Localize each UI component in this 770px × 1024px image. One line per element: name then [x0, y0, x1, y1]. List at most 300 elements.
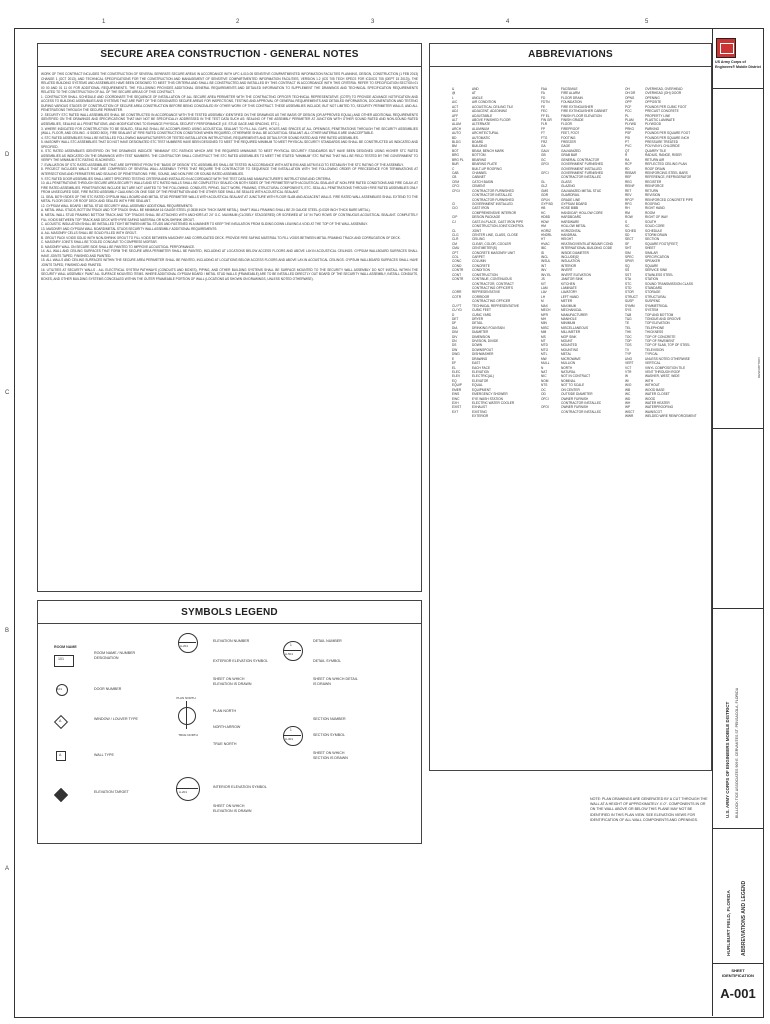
room-name-description: ROOM NAME / NUMBER DESIGNATION	[94, 651, 136, 660]
abbreviation-term: WSCT	[625, 409, 635, 414]
abbreviation-meaning: WELDED WIRE REINFORCEMENT	[645, 414, 697, 419]
abbreviation-meaning: INVERT	[561, 268, 573, 273]
note-paragraph: 2. SECURITY STC RATED WALL ASSEMBLIES SHALL BE CONSTRUCTED IN ACCORDANCE WITH THE TESTED ASSEMBLY IDENTIFIED ON THE DRAWINGS AS THE BASIS OF DESIGN (OR APPROVED EQUAL) AND OTHER ADDITIONAL REQUIREMENTS IDENTIFIED ON THE DRAWINGS AND SPECIFICATIONS THAT MAY NOT BE SPECIFICALLY ADDRESSED IN THE TEST DATA SUCH AS: SEALING OF THE ASSEMBLY PERIMETER AT JUNCTION WITH OTHER SOUND RATED AND NON-SOUND RATED ASSEMBLIES, SEALING ALL PENETRATIONS, AND MODIFICATIONS TO ENHANCE PHYSICAL SECURITY PERFORMANCE (I.E. STUD GAGE AND SPACING, ETC.).	[41, 112, 418, 127]
abbreviation-meaning: MOP SINK	[561, 334, 577, 339]
abbreviation-term: PVC	[625, 144, 632, 149]
abbreviation-term: CLG	[452, 232, 459, 237]
abbreviation-meaning: FLOOR DRAIN	[561, 95, 583, 100]
note-paragraph: B. GROUT PACK VOIDS SOLID WITH NON-SHRINK GROUT TO FILL VOIDS BETWEEN MASONRY AND CORRUGATED DECK. PROVIDE FIRE SAFING MATERIAL TO FILL VOIDS BETWEEN METAL FRAMING TRACK AND CORRUGATION OF DECK.	[41, 235, 401, 240]
abbreviation-term: INSUL	[541, 259, 551, 264]
abbreviation-meaning: ANGLE	[472, 95, 483, 100]
abbreviation-term: SUSP	[625, 299, 634, 304]
grid-row-b: B	[5, 628, 10, 634]
abbreviation-meaning: JANITOR SINK	[561, 277, 583, 282]
abbreviation-term: MFR	[541, 312, 548, 317]
note-paragraph: 1. CONTRACTOR SHALL SCHEDULE AND COORDINATE THE SEQUENCE OF INSTALLATION OF ALL SECURE AREA PERIMETER WITH THE CONTRACTING OFFICER TECHNICAL REPRESENTATIVE (COTR) TO PROVIDE ADVANCE NOTIFICATION AND ACCESS TO BUILDING ASSEMBLIES AND SYSTEMS THAT ARE PART OF THE DESIGNATED SECURE AREAS FOR INSPECTIONS, TESTING AND APPROVAL OF GENERAL REQUIREMENTS AND DETAILED INFORMATION, DOCUMENTATION AND TESTING DURING VARIOUS STAGES OF CONSTRUCTION OF SECURE AREA CONSTRUCTION BEFORE BEING CONCEALED BY OTHER WORK OF THIS CONTRACT. THESE ASSEMBLIES INCLUDE, BUT NOT LIMITED TO, SECURITY PERIMETER WALLS, AND ALL PENETRATIONS THROUGH THE SECURE PERIMETER.	[41, 94, 418, 113]
abbreviation-term: BM	[452, 144, 457, 149]
abbreviation-meaning: ROOF DRAIN	[645, 166, 666, 171]
abbreviation-meaning: PRECAST CONCRETE	[645, 109, 679, 114]
abbreviation-meaning: WATERPROOFING	[645, 405, 674, 410]
abbreviation-meaning: REGISTER	[645, 179, 662, 184]
abbreviation-term: REG	[625, 179, 632, 184]
abbreviation-term: PLAM	[625, 117, 634, 122]
sheet-number: A-001	[720, 986, 756, 1001]
abbreviation-term: HVAC	[541, 241, 550, 246]
abbreviation-term: T&G	[625, 316, 632, 321]
abbreviation-term: SPEC	[625, 255, 634, 260]
detail-sheet-ref: A-501	[285, 652, 294, 656]
symbols-legend-title: SYMBOLS LEGEND	[181, 607, 278, 618]
plan-north-label: PLAN NORTH	[213, 709, 237, 713]
abbreviation-meaning: NORTH	[561, 365, 573, 370]
abbreviation-meaning: TOP OF PAVEMENT	[645, 339, 675, 344]
abbreviation-meaning: COMPREHENSIVE INTERIOR	[472, 210, 517, 215]
abbreviation-meaning: AIR CONDITION	[472, 100, 497, 105]
abbreviation-meaning: TOP AND BOTTOM	[645, 312, 674, 317]
abbreviation-term: IBC	[541, 246, 547, 251]
abbreviation-term: TE	[625, 321, 630, 326]
abbreviation-meaning: WATER HEATER	[645, 400, 670, 405]
abbreviation-meaning: GOVERNMENT FURNISHED	[561, 171, 604, 176]
abbreviation-term: VTR	[625, 370, 632, 374]
note-paragraph: 5. MASONRY WALL STC ASSEMBLIES THAT DO NOT HAVE DESIGNATED STC TEST NUMBERS HAVE BEEN DESIGNED TO MEET THE REQUIRED MINIMUM TO MEET PHYSICAL SECURITY STANDARDS AND SHALL BE CONSTRUCTED AS INDICATED AND SPECIFIED.	[41, 140, 418, 149]
abbreviation-meaning: CONTRACTOR INSTALLED	[561, 175, 602, 180]
abbreviation-meaning: EAST	[472, 361, 481, 366]
abbreviation-term: HT	[541, 237, 546, 242]
note-paragraph: 11. SEAL BOTH SIDES OF THE STC RATED GYPSUM WALL BOARD AND METAL STUD PERIMETER WALLS WITH ACOUSTICAL SEALANT AT JUNCTURE WITH FLOOR SLAB AND ADJACENT WALLS. FIRE RATED WALL ASSEMBLIES SHALL EXTEND TO THE METAL FLOOR DECK OR ROOF DECK AND SEALED WITH FIRE SEALANT.	[41, 194, 418, 204]
abbreviation-term: PCF	[625, 104, 632, 109]
abbreviation-term: CONTR	[452, 268, 464, 273]
abbreviation-meaning: FEET, FOOT	[561, 131, 580, 136]
abbreviation-term: SD	[625, 232, 630, 237]
abbreviation-meaning: RETURN	[645, 188, 659, 193]
abbreviation-term: D	[452, 312, 455, 317]
abbreviation-term: GDR	[541, 193, 549, 198]
abbreviation-term: OC	[541, 387, 546, 392]
abbreviation-meaning: GALVANIZED	[561, 148, 581, 153]
note-paragraph: B. METAL WALL STUD FRAMING BOTTOM TRACK AND TOP TRACKS SHALL BE ATTACHED WITH ANCHORS AT 24" O.C. MAXIMUM (CLOSELY STAGGERED) OR SCREWED AT 16" IN TWO ROWS OF CONTINUOUS ACOUSTICAL SEALANT. COMPLETELY FILL VOIDS BETWEEN TOP TRACK AND DECK WITH FIRE SAFING MATERIAL OR NON-SHRINK GROUT.	[41, 212, 418, 222]
abbreviation-term: ALT	[452, 117, 458, 122]
sheet-identification-label: SHEET IDENTIFICATION	[722, 968, 754, 978]
abbreviation-meaning: CAST-IN-PLACE, CAST IRON PIPE	[472, 219, 524, 224]
abbreviation-term: W/O	[625, 383, 632, 388]
abbreviation-meaning: REPRESENTATIVE	[472, 290, 501, 295]
abbreviation-meaning: REINFORCING STEEL BARS	[645, 171, 688, 176]
abbreviation-meaning: BEARING PLATE	[472, 162, 498, 167]
abbreviation-meaning: DETAIL	[472, 321, 483, 326]
abbreviation-term: DN	[452, 339, 457, 344]
abbreviation-meaning: STRUCTURAL	[645, 294, 667, 299]
abbreviation-meaning: LEFT HAND	[561, 294, 579, 299]
abbreviation-meaning: HANDICAP, HOLLOW CORE	[561, 210, 603, 215]
abbreviation-meaning: HANDRAIL	[561, 232, 578, 237]
abbreviation-meaning: INVERT ELEVATION	[561, 272, 591, 277]
abbreviation-meaning: CONTRACTOR FURNISHED	[472, 197, 514, 202]
abbreviation-meaning: VINYL COMPOSITION TILE	[645, 365, 686, 370]
abbreviation-term: FT	[541, 131, 545, 136]
door-number-symbol-text: 101	[57, 687, 63, 691]
abbreviation-term: ELEV	[452, 374, 461, 379]
note-paragraph: WORK OF THIS CONTRACT INCLUDES THE CONSTRUCTION OF SEVERAL SEPARATE SECURE AREAS IN ACCORDANCE WITH UFC 4-010-05 SENSITIVE COMPARTMENTED INFORMATION FACILITIES PLANNING, DESIGN, CONSTRUCTION (1 FEB 2013) CHANGE 1 (OCT 2013), AND TECHNICAL SPECIFICATIONS FOR THE CONSTRUCTION AND MANAGEMENT OF SENSITIVE COMPARTMENTED INFORMATION FACILITIES, VERSION 1.2 (ICS 705 TECH SPECS FOR ICD/ICS 705 (DEPT 15 2013)). THE RELATED BUILDING SYSTEMS AND ASSEMBLIES HAVE BEEN DESIGNED TO MEET THIS CRITERIA AND SHALL BE CONSTRUCTED AND INSTALLED BY THIS CONTRACT IN ACCORDANCE WITH THIS CRITERIA. REFER TO SPECIFICATION SECTION 01 00 00 AND 01 11 00 FOR ADDITIONAL REQUIREMENTS. THE FOLLOWING PROVIDES ADDITIONAL GENERAL REQUIREMENTS AND DETAILED INFORMATION TO SUPPLEMENT THE DRAWINGS AND TECHNICAL SPECIFICATION REQUIREMENTS RELATED TO THE CONSTRUCTION OF ALL OF THE SECURE AREAS OF THIS CONTRACT.	[41, 72, 418, 95]
note-paragraph: 4. STC RATED ASSEMBLIES SHALL BE INSTALLED FOLLOWING MANUFACTURER'S OR TESTED INSTALLATION INSTRUCTIONS, REQUIREMENTS AND DETAILS FOR SOUND RATED AND FIRE RATED ASSEMBLIES.	[41, 135, 359, 140]
abbreviation-term: CONTR	[452, 277, 464, 282]
abbreviation-meaning: FIRE ALARM	[561, 91, 580, 96]
abbreviation-meaning: NOMINAL	[561, 378, 576, 383]
abbreviation-meaning: DIMENSION	[472, 334, 491, 339]
abbreviation-term: L	[452, 95, 454, 100]
abbreviation-meaning: CONTINUE, CONTINUOUS	[472, 277, 512, 282]
abbreviation-meaning: HEIGHT	[561, 237, 574, 242]
abbreviation-term: SYS	[625, 308, 632, 313]
abbreviation-term: DS	[452, 343, 457, 348]
abbreviation-meaning: GLAZING	[561, 184, 575, 189]
abbreviation-meaning: MINIMUM	[561, 321, 576, 326]
abbreviation-term: STA	[625, 277, 631, 282]
abbreviation-term: AUTO	[452, 131, 461, 136]
abbreviation-row	[452, 414, 534, 418]
divider	[713, 428, 763, 429]
abbreviation-meaning: SPEAKER	[645, 259, 661, 264]
abbreviation-term: CJ	[452, 219, 456, 224]
abbreviation-meaning: DRYER	[472, 316, 484, 321]
abbreviation-meaning: SOUTH	[645, 219, 657, 224]
abbreviation-term: HDW	[541, 219, 549, 224]
abbreviation-term: CAB	[452, 171, 459, 176]
abbreviation-term: INCL	[541, 255, 549, 260]
abbreviation-term: REINF	[625, 184, 635, 189]
abbreviation-meaning: TONGUE AND GROOVE	[645, 316, 681, 321]
detail-number-label: DETAIL NUMBER	[313, 639, 342, 643]
abbreviation-meaning: CONSTRUCTION	[472, 272, 498, 277]
abbreviation-term: OFCI	[541, 396, 549, 401]
abbreviation-term: CEM	[452, 179, 460, 184]
elevation-target-label: ELEVATION TARGET	[94, 790, 129, 794]
abbreviation-term: CFGI	[452, 188, 460, 193]
abbreviation-term: BD	[452, 135, 457, 140]
abbreviation-term: WB	[625, 387, 631, 392]
abbreviation-term: MT	[541, 339, 546, 344]
abbreviation-meaning: DOWN	[472, 343, 483, 348]
abbreviation-term: SST	[625, 272, 632, 277]
abbreviation-term: TV	[625, 347, 630, 352]
detail-symbol-label: DETAIL SYMBOL	[313, 659, 342, 663]
abbreviation-term: OPP	[625, 100, 632, 105]
abbreviation-term: CFCI	[452, 184, 460, 189]
abbreviation-term	[452, 414, 472, 418]
abbreviation-meaning: AT	[472, 91, 476, 96]
grid-column-1: 1	[102, 19, 106, 25]
abbreviation-meaning: POLYVINYL CHLORIDE	[645, 144, 680, 149]
grid-column-3: 3	[371, 19, 375, 25]
grid-column-5: 5	[645, 19, 649, 25]
abbreviation-meaning: AUTOMATIC	[472, 135, 491, 140]
abbreviation-term: WC	[625, 392, 631, 397]
abbreviation-term: TOC	[625, 334, 632, 339]
title-rule	[430, 66, 711, 67]
abbreviation-meaning: SIMILAR	[645, 250, 658, 255]
abbreviation-term: LH	[541, 294, 546, 299]
abbreviation-term: DF	[452, 321, 457, 326]
abbreviation-meaning: INTERNATIONAL BUILDING CODE	[561, 246, 613, 251]
abbreviation-meaning: PARKING	[645, 126, 660, 131]
interior-elevation-sheet-label: SHEET ON WHICH ELEVATION IS DRAWN	[213, 804, 252, 813]
abbreviation-term: FEC	[541, 109, 548, 114]
abbreviation-meaning: NOT IN CONTRACT	[561, 374, 591, 379]
abbreviation-meaning: INSIDE DIAMETER	[561, 250, 589, 255]
abbreviation-meaning: RADIUS, RANGE, RISER	[645, 153, 682, 158]
north-arrow-line	[186, 701, 187, 729]
abbreviation-meaning: LAMINATE	[561, 285, 577, 290]
abbreviation-meaning: EXHAUST	[472, 405, 488, 410]
abbreviation-meaning: BEAM, BENCH MARK	[472, 148, 505, 153]
abbreviation-term: SECT	[625, 237, 634, 242]
abbreviation-term: CU FT	[452, 303, 462, 308]
section-sheet-ref: A-301	[285, 737, 294, 741]
abbreviation-term: FE	[541, 104, 546, 109]
general-notes-title: SECURE AREA CONSTRUCTION - GENERAL NOTES	[100, 49, 359, 60]
abbreviation-meaning: DESIGN PACKAGE	[472, 215, 501, 220]
abbreviation-meaning: MILLIMETER	[561, 330, 581, 335]
abbreviation-term: FAA	[541, 87, 548, 91]
abbreviation-term: FA	[541, 91, 545, 96]
abbreviation-meaning: TOP OF SLAB, TOP OF STEEL	[645, 343, 691, 348]
abbreviation-term: EF	[452, 361, 457, 366]
abbreviation-term: @	[452, 91, 456, 96]
abbreviation-meaning: DIAMETER	[472, 330, 489, 335]
section-number-label: SECTION NUMBER	[313, 717, 346, 721]
interior-elevation-sheet: A-201	[179, 790, 188, 794]
abbreviation-term: EWS	[452, 392, 460, 397]
abbreviation-term: DW	[452, 347, 458, 352]
abbreviation-meaning: GAGE	[561, 144, 571, 149]
abbreviation-term: STOR	[625, 290, 634, 295]
abbreviation-meaning: EXTERIOR	[472, 414, 489, 419]
abbreviation-meaning: CONTRACTING OFFICER'S	[472, 285, 513, 290]
abbreviation-meaning: GYPSUM BOARD	[561, 201, 588, 206]
location-vertical: HURLBURT FIELD, FLORIDA	[727, 890, 732, 956]
abbreviation-term: FDTN	[541, 100, 550, 105]
note-paragraph: 16. UTILITIES AT SECURITY WALLS - ALL ELECTRICAL SYSTEM PATHWAYS (CONDUITS AND BOXES), PIPING, AND OTHER BUILDING SYSTEMS SHALL BE SURFACE MOUNTED TO THE SECURITY WALL ASSEMBLY DO NOT INSTALL WITHIN THE SECURITY WALL ASSEMBLY. PAINT ALL SURFACE MOUNTED ITEMS. WHERE ADDITIONAL GYPSUM BOARD / METAL STUD WALLS (FRAMEABLE) ARE TO BE INSTALLED DIRECTLY OUT BOARD OF THE SECURITY WALL ASSEMBLY, INSTALL CONDUITS, BOXES, AND OTHER BUILDING SYSTEMS CONCEALED WITHIN THE OUTER FRAMEABLE PORTION OF WALL (LOCATIONS AS SHOWN ON DRAWINGS, UNLESS NOTED OTHERWISE).	[41, 267, 418, 281]
abbreviation-meaning: GLASS	[561, 179, 572, 184]
abbreviation-meaning: FLOOR	[561, 122, 572, 127]
agency-name: US Army Corps of Engineers® Mobile District	[715, 60, 761, 69]
abbreviation-term: MH	[541, 316, 546, 321]
abbreviation-meaning: WAINSCOT	[645, 409, 663, 414]
abbreviation-meaning: OVERHEAD, OVERHEAD	[645, 87, 683, 91]
abbreviation-meaning: CATCH BASIN	[472, 179, 494, 184]
plan-north-caption: PLAN NORTH	[176, 696, 196, 700]
abbreviation-term: &	[452, 87, 455, 91]
abbreviation-term: NAT	[541, 370, 548, 374]
abbreviation-meaning: INTERIOR	[561, 263, 577, 268]
abbreviation-term: DWG	[452, 352, 460, 357]
abbreviation-meaning: INSULATION	[561, 259, 580, 264]
abbreviation-term: W	[625, 374, 629, 379]
abbreviation-meaning: KITCHEN	[561, 281, 575, 286]
abbreviation-term: FTG	[541, 135, 548, 140]
abbreviation-meaning: TOP OF CONCRETE	[645, 334, 676, 339]
abbreviation-term: ELEC	[452, 370, 461, 374]
abbreviation-meaning: DISHWASHER	[472, 352, 494, 357]
section-symbol	[283, 726, 303, 746]
abbreviation-meaning: BEARING	[472, 157, 487, 162]
note-paragraph: A. METAL WALL STUDS, BOTTOM TRACK AND TOP TRACK SHALL BE MINIMUM 16 GAUGE STEEL (0.0538 INCH THICK BARE METAL). SHAFT WALL FRAMING SHALL BE 20 GAUGE STEEL (0.0329 INCH THICK BARE METAL).	[41, 208, 371, 213]
abbreviation-meaning: OPPOSITE	[645, 100, 662, 105]
abbreviation-term: STD	[625, 285, 632, 290]
abbreviation-meaning: ADJACENT, ADJOINING	[472, 109, 508, 114]
interior-elevation-divider	[176, 788, 198, 789]
abbreviation-term: STRUCT	[625, 294, 638, 299]
abbreviation-term: CONT	[452, 272, 462, 277]
interior-elevation-symbol	[176, 777, 200, 801]
abbreviation-meaning: CLEAR, COLOR, COOLER	[472, 241, 511, 246]
abbreviation-term	[541, 410, 561, 414]
abbreviation-meaning: MANHOLE	[561, 316, 577, 321]
abbreviation-meaning: ROOM	[645, 210, 655, 215]
abbreviation-term: RFG	[625, 201, 632, 206]
abbreviation-term: BOT	[452, 148, 459, 153]
abbreviation-term: SC	[625, 224, 630, 229]
abbreviation-meaning: REINFORCED CONCRETE PIPE	[645, 197, 693, 202]
abbreviation-term: COND	[452, 263, 462, 268]
abbreviation-term: DIM	[452, 330, 458, 335]
exterior-elevation-symbol	[178, 633, 198, 653]
abbreviation-term: STC	[625, 281, 632, 286]
abbreviations-column-1	[452, 87, 534, 419]
abbreviation-term: SF	[625, 241, 630, 246]
abbreviation-meaning: DIVISION, DIVIDE	[472, 339, 499, 344]
abbreviation-meaning: SYSTEM	[645, 308, 659, 313]
abbreviation-meaning: MOUNTING	[561, 347, 579, 352]
abbreviation-meaning: MAXIMUM	[561, 303, 577, 308]
abbreviation-meaning: MICROWAVE	[561, 356, 581, 361]
divider	[713, 608, 763, 609]
grid-column-2: 2	[236, 19, 240, 25]
abbreviation-term: EL	[452, 365, 456, 370]
abbreviation-term: FLR	[541, 122, 548, 127]
abbreviation-meaning: ALUMINUM	[472, 126, 490, 131]
abbreviation-term: BRG	[452, 153, 459, 158]
abbreviation-meaning: POUNDS PER SQUARE INCH	[645, 135, 690, 140]
abbreviation-term: REBAR	[625, 171, 636, 176]
abbreviation-meaning: COLUMN	[472, 259, 486, 264]
abbreviation-meaning: BUILT-UP ROOFING	[472, 166, 502, 171]
abbreviation-term: EQ	[452, 378, 457, 383]
abbreviation-meaning: FACSIMILE	[561, 87, 578, 91]
abbreviation-term: JS	[541, 277, 545, 282]
architect-name-vertical: BULLOCK TICE ASSOCIATES 909 E. CERVANTES ST. PENSACOLA, FLORIDA	[735, 687, 739, 818]
abbreviation-term: ROW	[625, 215, 633, 220]
abbreviation-term: TYP	[625, 352, 632, 357]
wall-type-label: WALL TYPE	[94, 753, 114, 757]
note-paragraph: C. MASONRY JOINTS SHALL BE TOOLED CONCAVE TO COMPRESS MORTAR.	[41, 240, 158, 245]
abbreviation-meaning: ELECTRIC WATER COOLER	[472, 400, 515, 405]
abbreviation-meaning: LAVATORY	[561, 290, 578, 295]
abbreviation-meaning: SERVICE SINK	[645, 268, 668, 273]
abbreviation-term: OD	[541, 392, 546, 397]
abbreviation-term: TEL	[625, 325, 631, 330]
abbreviation-meaning: CONTRACTOR INSTALLED	[561, 400, 602, 405]
symbols-legend-panel	[37, 600, 422, 844]
exterior-elevation-label: EXTERIOR ELEVATION SYMBOL	[213, 659, 268, 663]
abbreviation-term: TOP	[625, 339, 632, 344]
note-paragraph: 10. ALL PENETRATIONS THROUGH SECURE AREA SECURITY WALLS AND STC RATED WALLS SHALL BE COMPLETELY SEALED ON BOTH SIDES OF THE PERIMETER WITH ACOUSTICAL SEALANT AT NON-FIRE RATED CONDITIONS AND FIRE CAULK AT FIRE RATED ASSEMBLIES. PENETRATIONS INCLUDE BUT ARE NOT LIMITED TO THE FOLLOWING: CONDUITS, PIPING, DUCT WORK, FRAMING, STRUCTURAL COMPONENTS, ETC. SEAL ALL PENETRATIONS THROUGH FIRE RATED ASSEMBLIES ONLY FROM UNSECURED SIDE, FIRE RATED ASSEMBLY CAULKING ON ONE SIDE OF THE PENETRATION AND THE OTHER SIDE SHALL BE SEALED WITH ACOUSTICAL SEALANT.	[41, 181, 418, 195]
abbreviation-term: LAV	[541, 290, 547, 295]
castle-icon	[720, 43, 734, 54]
abbreviation-meaning: THICKNESS	[645, 330, 664, 335]
grid-row-d: D	[5, 152, 10, 158]
abbreviation-meaning: MULLION	[561, 361, 576, 366]
abbreviation-meaning: FINISH FLOOR ELEVATION	[561, 113, 602, 118]
abbreviation-meaning: UNLESS NOTED OTHERWISE	[645, 356, 690, 361]
abbreviation-meaning: ELECTRIC(AL)	[472, 374, 494, 379]
note-paragraph: 14. ALL WALL AND CEILING SURFACES THAT FORM THE SECURE AREA PERIMETER SHALL BE PAINTED, INCLUDING AT LOCATIONS BELOW ACCESS FLOORS AND ABOVE LAY-IN ACOUSTICAL CEILINGS. GYPSUM WALLBOARD SURFACES SHALL HAVE JOINTS TAPED, FINISHED AND PAINTED.	[41, 249, 418, 258]
abbreviation-term: PLYWD	[625, 122, 637, 127]
abbreviation-term: HB	[541, 206, 546, 211]
abbreviation-meaning: SUSPEND	[645, 299, 661, 304]
room-number: 101	[58, 657, 64, 661]
abbreviation-meaning: CONCRETE	[472, 263, 490, 268]
abbreviation-meaning: OPENING	[645, 95, 660, 100]
abbreviation-meaning: ELEVATOR	[472, 378, 489, 383]
abbreviation-term: AFF	[452, 113, 459, 118]
sheet-title-vertical: ABBREVIATIONS AND LEGEND	[741, 880, 747, 956]
abbreviation-term: VCT	[625, 365, 632, 370]
abbreviation-term: GLZ	[541, 184, 548, 189]
section-divider	[283, 735, 301, 736]
note-paragraph: 12. GYPSUM WALL BOARD / METAL STUD SECURITY WALL ASSEMBLY ADDITIONAL REQUIREMENTS:	[41, 203, 193, 208]
abbreviation-term: HC	[541, 210, 546, 215]
abbreviation-meaning: FOOTING	[561, 135, 576, 140]
abbreviation-meaning: ACOUSTICAL CEILING TILE	[472, 104, 514, 109]
abbreviation-meaning: ON CENTER	[561, 387, 580, 392]
abbreviation-term: PSI	[625, 135, 631, 140]
abbreviation-term: LAM	[541, 285, 548, 290]
abbreviation-meaning: FOUNDATION	[561, 100, 582, 105]
elevation-divider	[178, 642, 196, 643]
abbreviation-meaning: WOOD	[645, 396, 656, 401]
abbreviation-meaning: CENTER LINE, CLASS, CLOSE	[472, 232, 518, 237]
abbreviation-row	[625, 414, 709, 418]
abbreviation-term: FD	[541, 95, 546, 100]
abbreviation-term: ADJ	[452, 109, 459, 114]
abbreviation-term: EMER	[452, 387, 462, 392]
abbreviation-meaning: VENT THROUGH ROOF	[645, 370, 681, 374]
abbreviation-meaning: DRAWING	[472, 356, 488, 361]
interior-elevation-label: INTERIOR ELEVATION SYMBOL	[213, 785, 267, 789]
abbreviation-term: RET	[625, 188, 632, 193]
abbreviation-term: HM	[541, 224, 546, 229]
note-paragraph: 3. WHERE INDICATED FOR CONSTRUCTION TO BE SEALED, SEALING SHALL BE ACCOMPLISHED USING ACOUSTICAL SEALANT TO FILL ALL GAPS, HOLES AND SPACES AT ALL OPENINGS, PENETRATIONS THROUGH THE SECURITY ASSEMBLIES (WALL, FLOOR, AND CEILING - 6 SIDED BOX). FIRE SEALANT AT FIRE RATED CONSTRUCTION CONDITIONS WHEN REQUIRED, OTHERWISE SHALL BE ACOUSTICAL SEALANT. ALL OTHER MATERIALS ARE UNACCEPTABLE.	[41, 126, 418, 136]
abbreviation-term: FF EL	[541, 113, 550, 118]
note-paragraph: 6. STC RATED ASSEMBLIES IDENTIFIED ON THE DRAWINGS INDICATE "MINIMUM" STC RATINGS WHICH ARE THE REQUIRED MINIMUMS TO MEET PHYSICAL SECURITY STANDARDS BUT HAVE BEEN DESIGNED USING HIGHER STC RATED ASSEMBLIES AS INDICATED ON THE DRAWINGS WITH TEST NUMBERS. THE CONTRACTOR SHALL CONSTRUCT THE STC RATED ASSEMBLIES TO MEET THE STATED "MINIMUM" STC RATING THAT WILL BE FIELD TESTED BY THE GOVERNMENT TO VERIFY THE MINIMUM STC RATING IS ACHIEVED.	[41, 149, 418, 163]
abbreviation-term: SCHED	[625, 228, 637, 233]
abbreviation-meaning: STAINLESS STEEL	[645, 272, 674, 277]
abbreviation-meaning: REINFORCE	[645, 184, 664, 189]
abbreviation-meaning: REFLECTED CEILING PLAN	[645, 162, 687, 167]
abbreviation-meaning: STATION	[645, 277, 659, 282]
abbreviation-term: MECH	[541, 308, 551, 313]
note-paragraph: 9. STC RATED DOOR ASSEMBLIES SHALL MEET SPECIFIED TESTING CRITERIA AND INSTALLED IN ACCORDANCE WITH THE TEST DATA AND MANUFACTURER'S INSTRUCTIONS AND CRITERIA.	[41, 176, 332, 181]
abbreviation-meaning: CUBIC YARD	[472, 312, 492, 317]
abbreviation-term: THK	[625, 330, 632, 335]
elevation-sheet-label: SHEET ON WHICH ELEVATION IS DRAWN	[213, 677, 252, 686]
abbreviation-meaning: CEMENT	[472, 184, 486, 189]
abbreviation-term: RCP	[625, 162, 632, 167]
abbreviation-meaning: MISCELLANEOUS	[561, 325, 589, 330]
abbreviation-meaning: CORRIDOR	[472, 294, 490, 299]
abbreviation-term: WH	[625, 400, 631, 405]
